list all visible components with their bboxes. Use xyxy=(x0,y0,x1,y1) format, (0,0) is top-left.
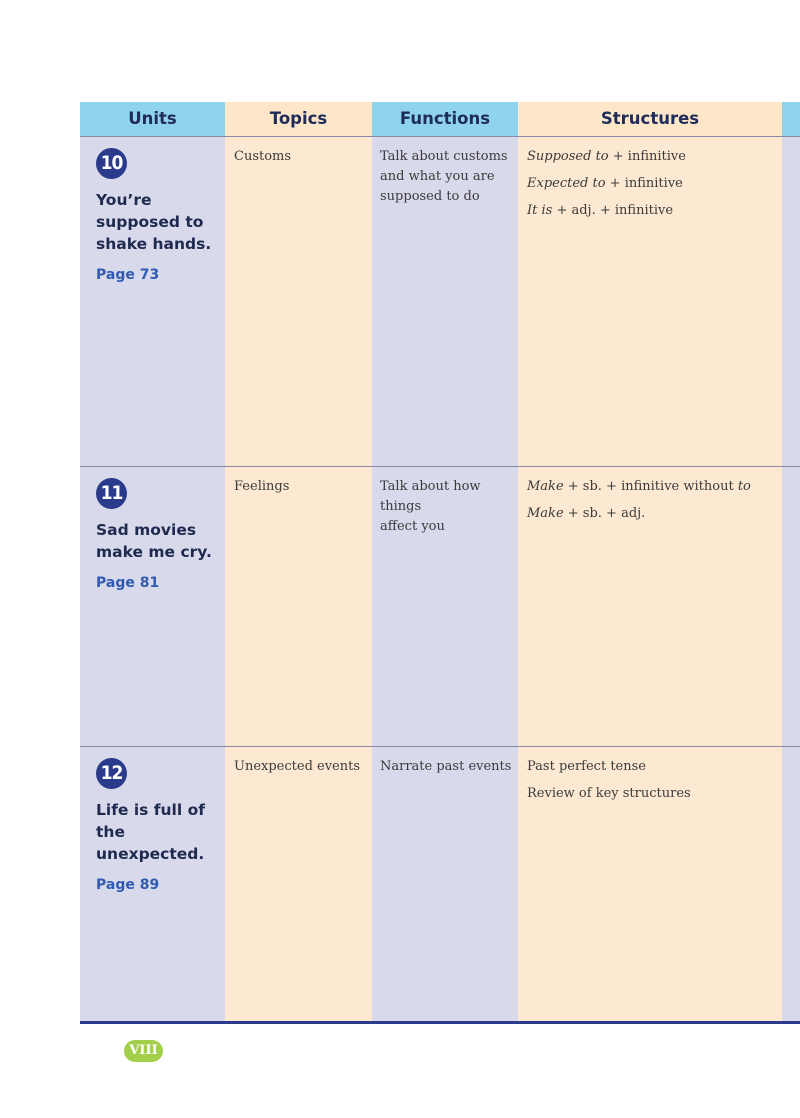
unit-title-line: shake hands. xyxy=(96,235,212,253)
structures-column xyxy=(518,102,782,1024)
unit-title xyxy=(96,189,221,255)
structure-cell xyxy=(527,477,777,531)
row-divider xyxy=(80,746,800,747)
unit-title-line: Life is full of xyxy=(96,801,205,819)
unit-title-line: make me cry. xyxy=(96,543,212,561)
header-extra xyxy=(782,102,800,136)
structure-cell xyxy=(527,757,777,811)
function-line: Narrate past events xyxy=(380,759,512,774)
function-line: supposed to do xyxy=(380,189,480,204)
page-number-badge: VIII xyxy=(124,1040,163,1062)
structure-item: Make + sb. + infinitive without to xyxy=(527,479,751,494)
header-topics: Topics xyxy=(225,102,372,136)
function-line: Talk about how things xyxy=(380,479,481,514)
topic-cell: Customs xyxy=(234,149,292,164)
function-line: and what you are xyxy=(380,169,495,184)
header-structures: Structures xyxy=(518,102,782,136)
header-functions: Functions xyxy=(372,102,518,136)
function-cell xyxy=(380,477,516,537)
syllabus-table xyxy=(80,102,800,1024)
function-line: Talk about customs xyxy=(380,149,508,164)
unit-10 xyxy=(96,148,221,283)
function-cell xyxy=(380,757,516,777)
unit-page-link[interactable]: Page 89 xyxy=(96,877,160,893)
unit-title xyxy=(96,519,221,563)
unit-11 xyxy=(96,478,221,591)
unit-12 xyxy=(96,758,221,893)
unit-title xyxy=(96,799,221,865)
structure-item: It is + adj. + infinitive xyxy=(527,203,674,218)
structure-item: Expected to + infinitive xyxy=(527,176,683,191)
unit-number-badge: 11 xyxy=(96,478,127,509)
structure-item: Make + sb. + adj. xyxy=(527,506,646,521)
structure-cell xyxy=(527,147,777,228)
unit-title-line: You’re xyxy=(96,191,152,209)
unit-page-link[interactable]: Page 73 xyxy=(96,267,160,283)
unit-title-line: the unexpected. xyxy=(96,823,205,863)
function-line: affect you xyxy=(380,519,445,534)
topics-column xyxy=(225,102,372,1024)
table-bottom-bar xyxy=(80,1021,800,1024)
unit-title-line: supposed to xyxy=(96,213,204,231)
unit-number-badge: 12 xyxy=(96,758,127,789)
functions-column xyxy=(372,102,518,1024)
row-divider xyxy=(80,466,800,467)
header-divider xyxy=(80,136,800,137)
header-units: Units xyxy=(80,102,225,136)
topic-cell: Unexpected events xyxy=(234,759,361,774)
function-cell xyxy=(380,147,516,207)
structure-item: Supposed to + infinitive xyxy=(527,149,686,164)
extra-column xyxy=(782,102,800,1024)
unit-number-badge: 10 xyxy=(96,148,127,179)
structure-item: Past perfect tense xyxy=(527,759,646,774)
unit-title-line: Sad movies xyxy=(96,521,197,539)
topic-cell: Feelings xyxy=(234,479,290,494)
unit-page-link[interactable]: Page 81 xyxy=(96,575,160,591)
structure-item: Review of key structures xyxy=(527,786,691,801)
